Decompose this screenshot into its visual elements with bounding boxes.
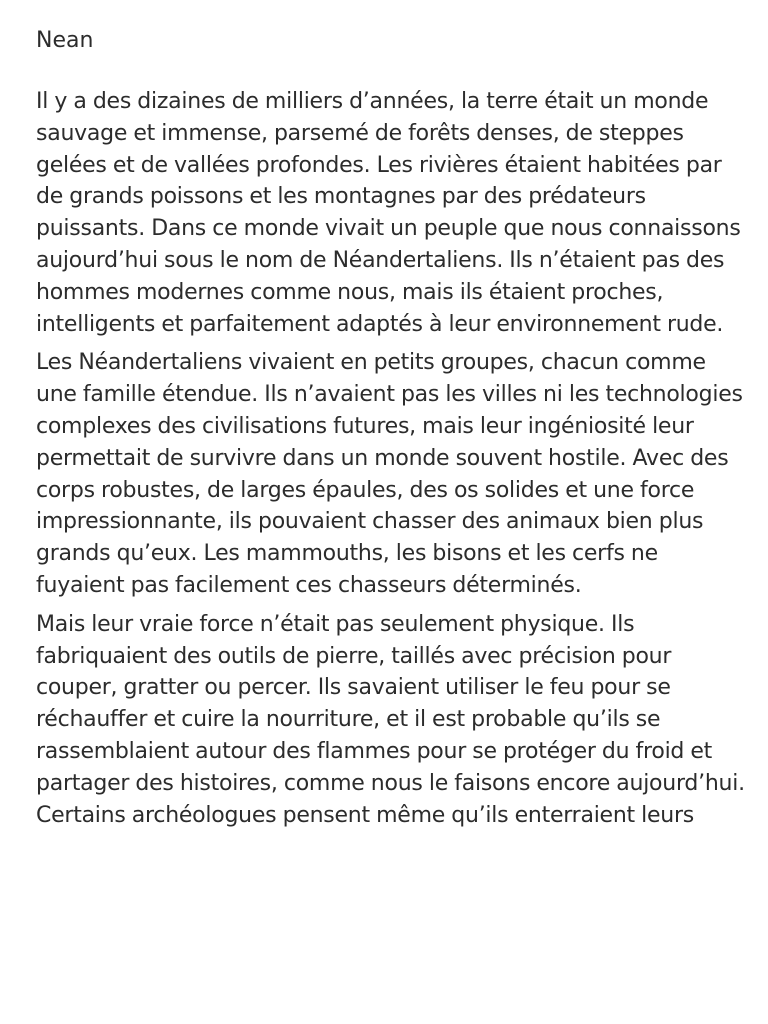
note-editor[interactable] (36, 28, 748, 838)
note-paragraph-2[interactable]: Les Néandertaliens vivaient en petits groupes, chacun comme une famille étendue. Ils n’avaient pas les villes ni les technologies complexes des civilisations futures, mais leur ingéniosité leur permettait de survivre dans un monde souvent hostile. Avec des corps robustes, de larges épaules, des os solides et une force impressionnante, ils pouvaient chasser des animaux bien plus grands qu’eux. Les mammouths, les bisons et les cerfs ne fuyaient pas facilement ces chasseurs déterminés. (36, 350, 743, 598)
note-paragraph-1[interactable]: Il y a des dizaines de milliers d’années, la terre était un monde sauvage et immense, parsemé de forêts denses, de steppes gelées et de vallées profondes. Les rivières étaient habitées par de grands poissons et les montagnes par des prédateurs puissants. Dans ce monde vivait un peuple que nous connaissons aujourd’hui sous le nom de Néandertaliens. Ils n’étaient pas des hommes modernes comme nous, mais ils étaient proches, intelligents et parfaitement adaptés à leur environnement rude. (36, 89, 741, 337)
note-paragraph-3[interactable]: Mais leur vraie force n’était pas seulement physique. Ils fabriquaient des outils de pierre, taillés avec précision pour couper, gratter ou percer. Ils savaient utiliser le feu pour se réchauffer et cuire la nourriture, et il est probable qu’ils se rassemblaient autour des flammes pour se protéger du froid et partager des histoires, comme nous le faisons encore aujourd’hui. Certains archéologues pensent même qu’ils enterraient leurs (36, 611, 745, 828)
note-title[interactable]: Nean (36, 28, 94, 53)
